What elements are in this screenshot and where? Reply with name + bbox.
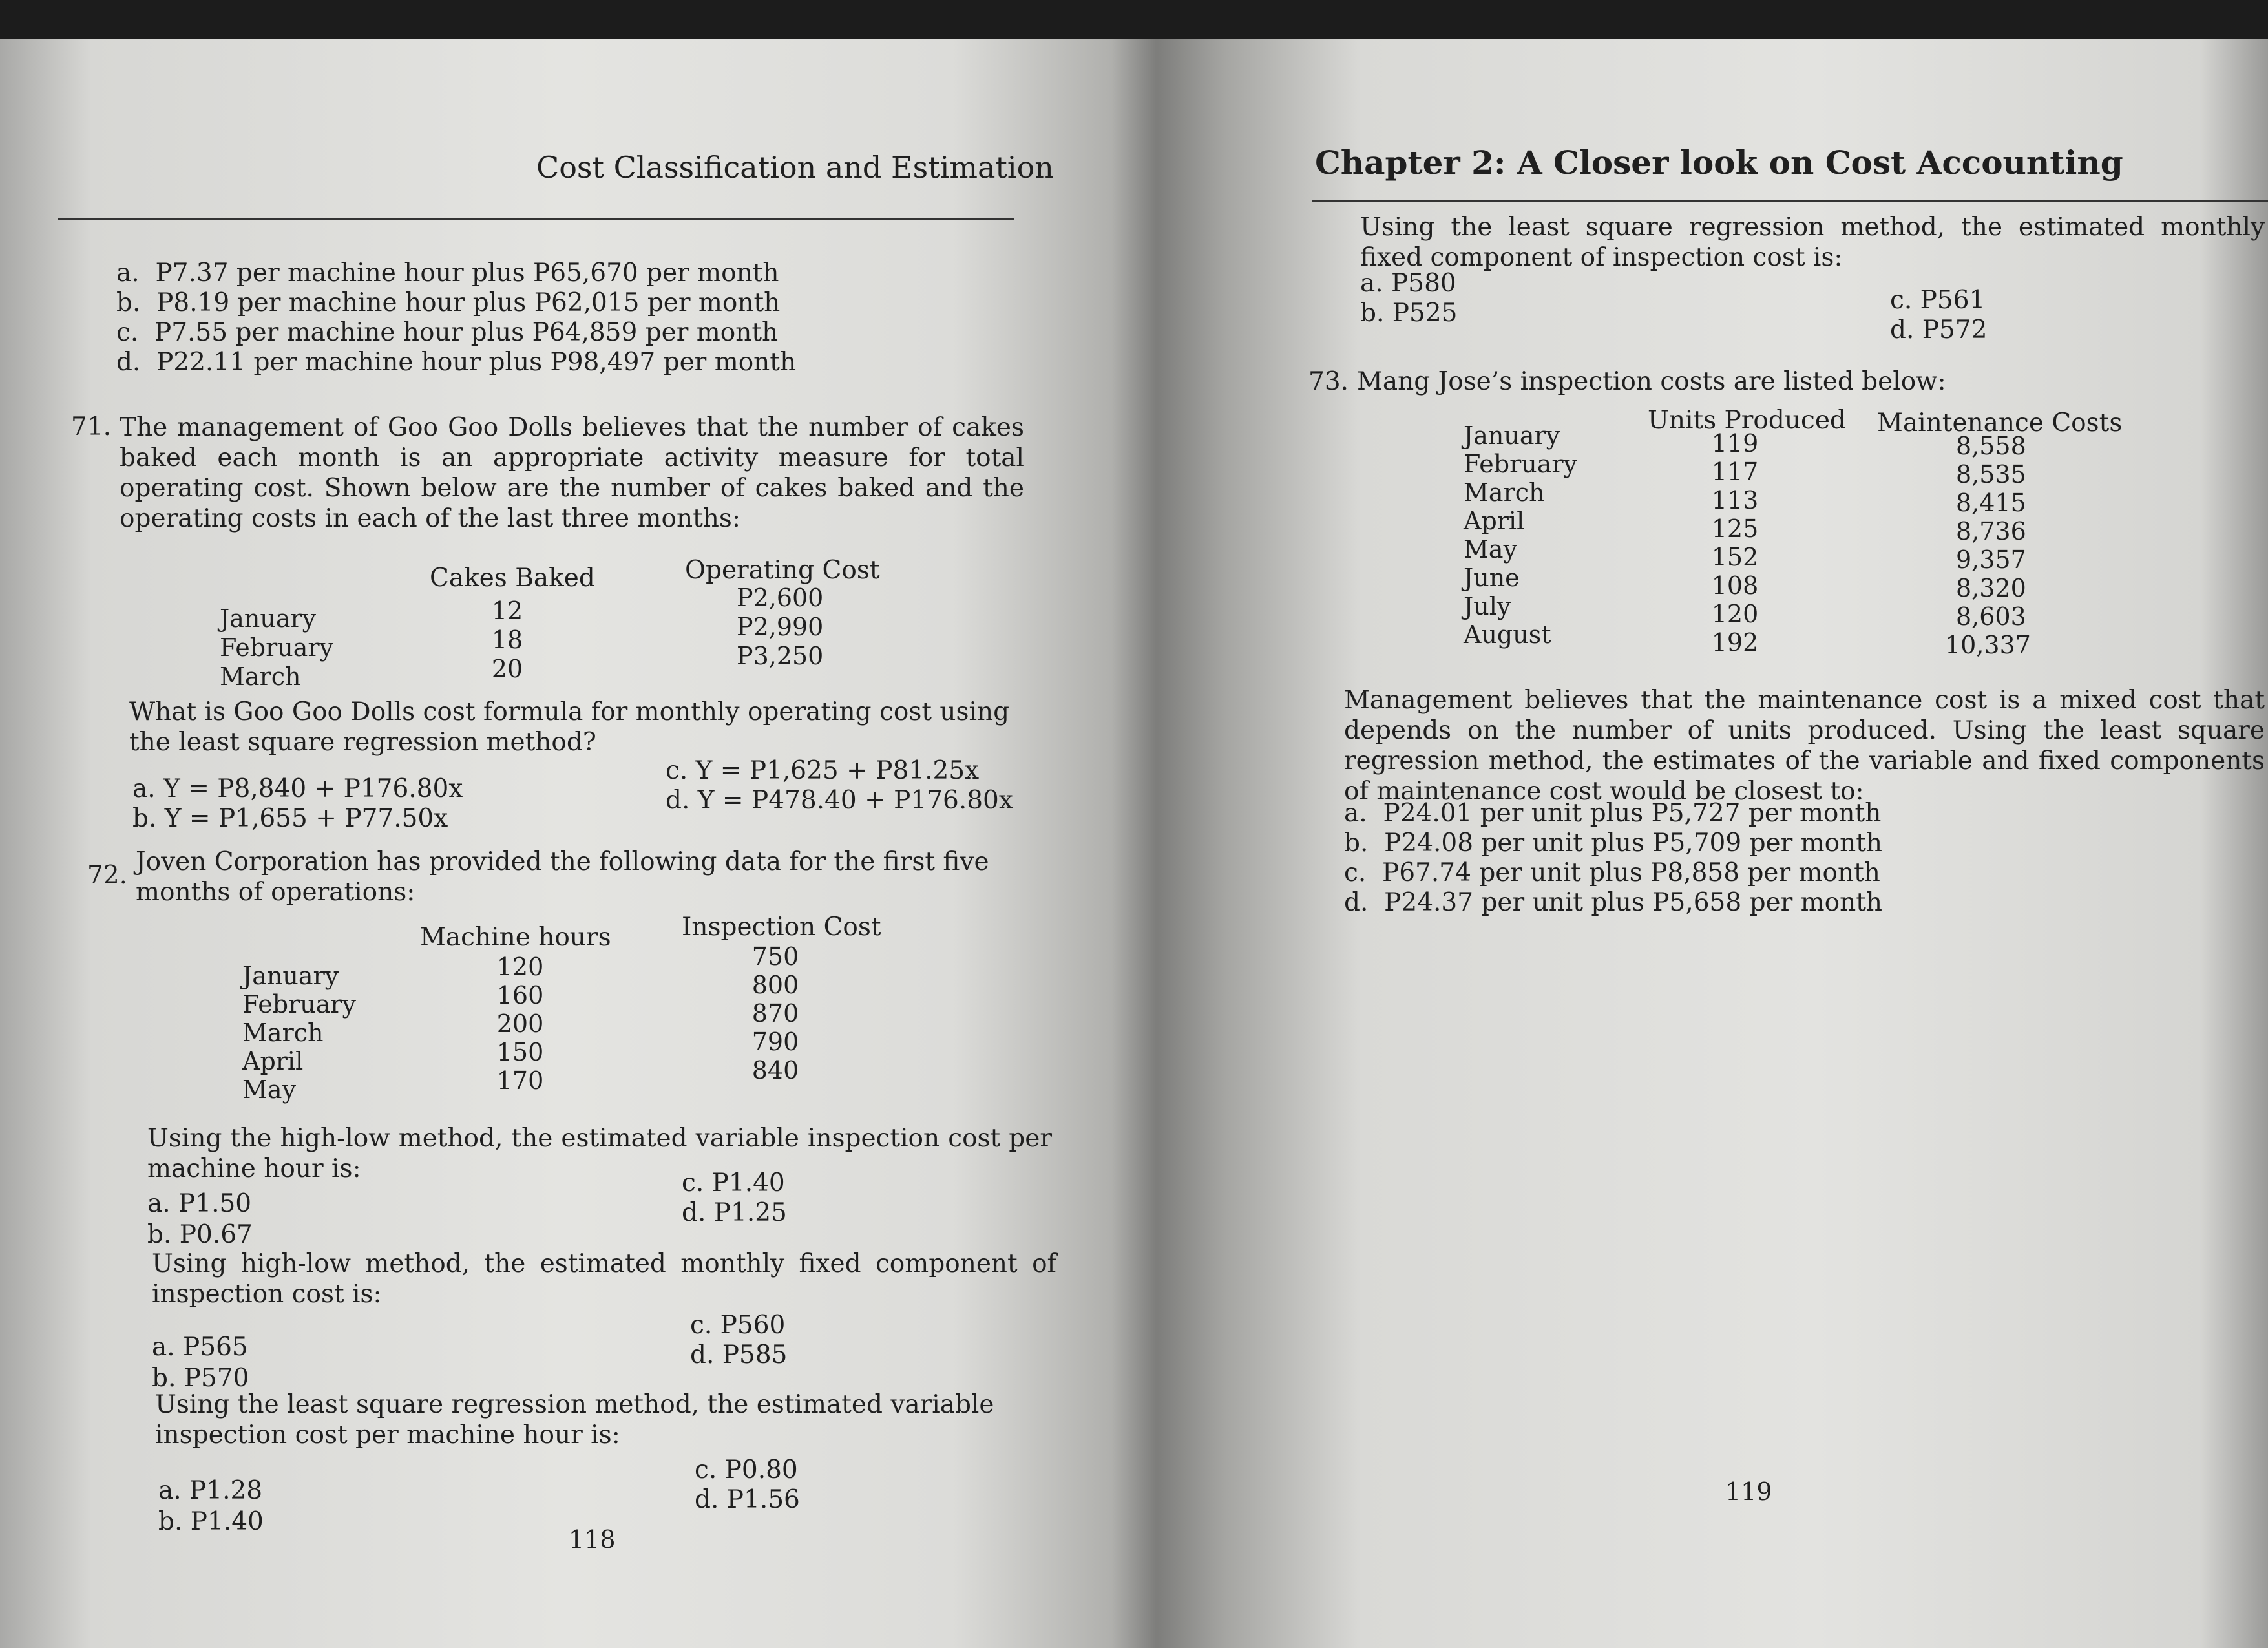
column-header: Inspection Cost: [682, 913, 881, 942]
option-c: c. P7.55 per machine hour plus P64,859 per month: [116, 318, 779, 347]
header-rule: [58, 218, 1014, 220]
table-cell: 8,736: [1956, 517, 2026, 545]
question-text: Joven Corporation has provided the following data for the first five months of operations:: [136, 847, 989, 907]
option-a: a. Y = P8,840 + P176.80x: [132, 774, 463, 803]
option-a: a. P1.50: [147, 1189, 252, 1218]
option-b: b. P24.08 per unit plus P5,709 per month: [1344, 829, 1883, 858]
table-cell: 8,558: [1956, 432, 2026, 460]
question-prompt: What is Goo Goo Dolls cost formula for monthly operating cost using the least square regression method?: [129, 697, 1010, 757]
table-cell: April: [1464, 507, 1525, 535]
table-cell: 10,337: [1945, 631, 2031, 659]
table-cell: 117: [1711, 458, 1759, 486]
table-cell: January: [242, 962, 339, 990]
option-c: c. P560: [690, 1311, 786, 1340]
sub-question-3: Using the least square regression method, the estimated variable inspection cost per machine hour is:: [155, 1390, 994, 1450]
table-cell: February: [1464, 450, 1578, 478]
table-cell: 125: [1711, 514, 1759, 543]
table-cell: P3,250: [737, 642, 824, 670]
table-cell: 20: [491, 655, 523, 683]
sub-question-1: Using the high-low method, the estimated variable inspection cost per machine hour is:: [147, 1124, 1052, 1183]
option-a: a. P565: [152, 1333, 248, 1362]
table-cell: 8,603: [1956, 602, 2026, 631]
question-text: Mang Jose’s inspection costs are listed below:: [1357, 367, 1946, 396]
table-cell: August: [1464, 620, 1551, 649]
page-number: 119: [1725, 1477, 1772, 1506]
table-cell: 790: [751, 1028, 799, 1056]
option-d: d. Y = P478.40 + P176.80x: [666, 786, 1013, 815]
table-cell: 8,320: [1956, 574, 2026, 602]
table-cell: P2,990: [737, 613, 824, 641]
column-header: Cakes Baked: [430, 564, 595, 593]
option-c: c. P561: [1890, 286, 1986, 315]
option-b: b. P525: [1360, 299, 1458, 328]
option-a: a. P580: [1360, 269, 1456, 298]
table-cell: 108: [1711, 571, 1759, 600]
option-a: a. P1.28: [158, 1476, 263, 1505]
question-prompt: Management believes that the maintenance cost is a mixed cost that depends on the number of units produced. Using the least square regression method, the estimates of the variable and fixed components of maintenance cost would be closest to:: [1344, 686, 2265, 806]
option-b: b. Y = P1,655 + P77.50x: [132, 804, 448, 833]
table-cell: 113: [1711, 486, 1759, 514]
table-cell: 12: [491, 597, 523, 625]
left-page: [0, 39, 1134, 1648]
question-text: Using the least square regression method, the estimated monthly fixed component of inspection cost is:: [1360, 213, 2265, 272]
chapter-header: Chapter 2: A Closer look on Cost Accounting: [1315, 143, 2123, 182]
column-header: Operating Cost: [685, 556, 880, 585]
table-cell: February: [220, 633, 334, 662]
option-c: c. Y = P1,625 + P81.25x: [666, 756, 980, 785]
table-cell: May: [242, 1075, 297, 1104]
table-cell: 9,357: [1956, 545, 2026, 574]
table-cell: March: [242, 1019, 324, 1047]
column-header: Maintenance Costs: [1877, 408, 2123, 438]
option-c: c. P0.80: [695, 1455, 798, 1484]
table-cell: May: [1464, 535, 1518, 564]
option-d: d. P1.25: [682, 1198, 787, 1227]
table-cell: 150: [496, 1038, 544, 1066]
table-cell: March: [1464, 478, 1545, 507]
option-b: b. P570: [152, 1364, 249, 1393]
table-cell: 170: [496, 1066, 544, 1095]
table-cell: 160: [496, 981, 544, 1009]
table-cell: July: [1464, 592, 1511, 620]
book-spread: [0, 39, 2268, 1648]
table-cell: 120: [1711, 600, 1759, 628]
table-cell: March: [220, 662, 301, 691]
option-c: c. P67.74 per unit plus P8,858 per month: [1344, 858, 1880, 887]
right-page: [1134, 39, 2268, 1648]
option-d: d. P572: [1890, 315, 1988, 344]
option-a: a. P24.01 per unit plus P5,727 per month: [1344, 799, 1882, 828]
option-b: b. P1.40: [158, 1507, 264, 1536]
question-number: 73.: [1308, 367, 1349, 396]
option-a: a. P7.37 per machine hour plus P65,670 per month: [116, 259, 779, 288]
question-number: 71.: [71, 412, 112, 441]
table-cell: 870: [751, 999, 799, 1028]
option-d: d. P22.11 per machine hour plus P98,497 per month: [116, 348, 797, 377]
table-cell: 200: [496, 1009, 544, 1038]
table-cell: 192: [1711, 628, 1759, 657]
option-d: d. P24.37 per unit plus P5,658 per month: [1344, 888, 1883, 917]
table-cell: 8,535: [1956, 460, 2026, 489]
table-cell: 800: [751, 971, 799, 999]
table-cell: April: [242, 1047, 304, 1075]
option-d: d. P1.56: [695, 1485, 800, 1514]
table-cell: 119: [1711, 429, 1759, 458]
table-cell: February: [242, 990, 357, 1019]
option-d: d. P585: [690, 1340, 788, 1369]
running-header: Cost Classification and Estimation: [536, 150, 1054, 185]
table-cell: 120: [496, 953, 544, 981]
table-cell: 840: [751, 1056, 799, 1084]
table-cell: 152: [1711, 543, 1759, 571]
sub-question-2: Using high-low method, the estimated monthly fixed component of inspection cost is:: [152, 1249, 1056, 1309]
table-cell: January: [1464, 421, 1560, 450]
question-text: The management of Goo Goo Dolls believes that the number of cakes baked each month is an appropriate activity measure for total operating cost. Shown below are the number of cakes baked and the operating costs in each of the last three months:: [120, 413, 1024, 533]
page-number: 118: [569, 1525, 616, 1554]
table-cell: 8,415: [1956, 489, 2026, 517]
table-cell: January: [220, 604, 317, 633]
table-cell: P2,600: [737, 584, 824, 612]
table-cell: June: [1464, 564, 1520, 592]
option-c: c. P1.40: [682, 1168, 785, 1198]
header-rule: [1312, 200, 2268, 202]
column-header: Units Produced: [1648, 406, 1846, 435]
question-number: 72.: [87, 861, 128, 890]
option-b: b. P0.67: [147, 1220, 253, 1249]
table-cell: 750: [751, 942, 799, 971]
table-cell: 18: [491, 626, 523, 654]
column-header: Machine hours: [420, 923, 611, 952]
option-b: b. P8.19 per machine hour plus P62,015 per month: [116, 288, 781, 317]
